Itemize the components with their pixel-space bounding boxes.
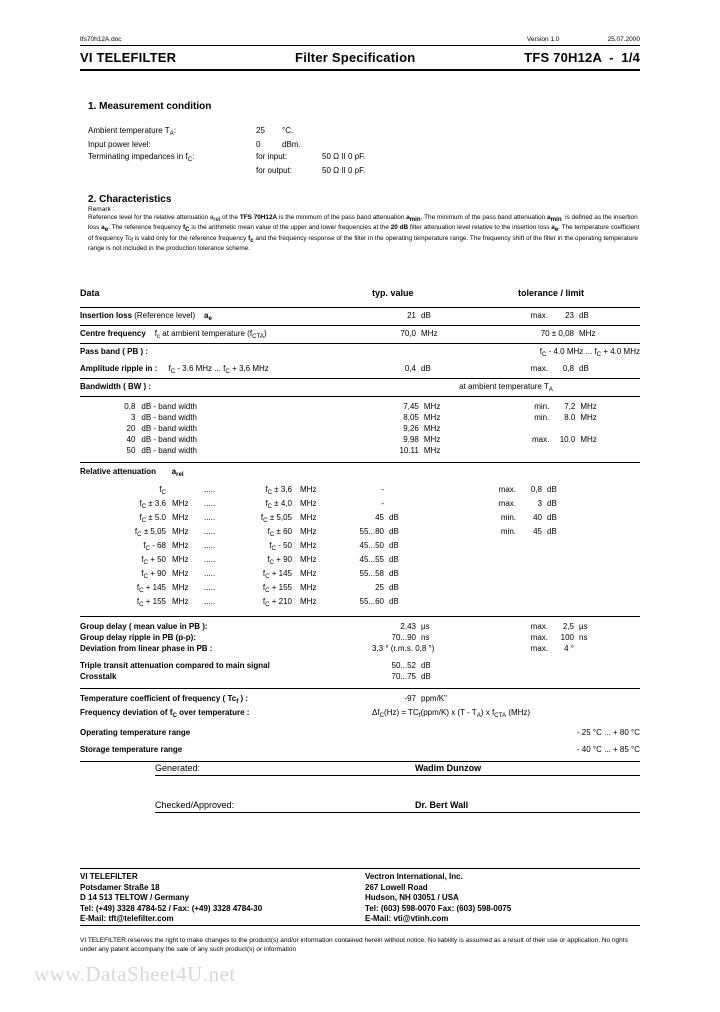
group-delay-tol-unit: µs: [579, 622, 588, 631]
impedance-output-value: 50 Ω II 0 pF.: [322, 166, 366, 176]
measurement-row: [88, 139, 648, 150]
att-typ: [340, 498, 486, 512]
table-row: [80, 727, 640, 738]
table-row: [80, 412, 640, 423]
table-row: [80, 554, 640, 568]
group-delay-typ: [372, 621, 518, 632]
att-tol-value: 0,8: [530, 485, 542, 494]
bandwidth-tol: [519, 401, 640, 412]
amplitude-ripple-typ: [372, 364, 518, 375]
page-title: Filter Specification: [295, 50, 416, 65]
col-data-header: Data: [80, 288, 100, 298]
amplitude-ripple-label: Amplitude ripple in : $f_C - 3.6$ MHz ... $f_C + 3,6$ MHz: [80, 364, 269, 375]
att-tol-value: 45: [533, 527, 542, 536]
bandwidth-typ-unit: MHz: [423, 424, 441, 433]
footer-right-street: 267 Lowell Road: [365, 882, 428, 892]
triple-transit-typ-unit: dB: [421, 661, 431, 670]
ambient-temperature-label: Ambient temperature $T_A$:: [88, 126, 177, 137]
table-row: [80, 660, 640, 671]
header-meta-row: [80, 36, 640, 46]
storage-temp-label: Storage temperature range: [80, 745, 183, 754]
signature-generated: [155, 763, 640, 776]
att-freq-to: $f_C + 155$: [262, 583, 292, 594]
centre-frequency-tol: [518, 329, 640, 340]
group-delay-ripple-typ-unit: ns: [421, 633, 430, 642]
att-unit-to: MHz: [300, 485, 317, 494]
bandwidth-label: Bandwidth ( BW ) :: [80, 382, 152, 391]
att-freq-to: $f_C \pm 60$: [267, 527, 292, 538]
att-typ: [340, 582, 486, 596]
linear-phase-tol-prefix: max.: [530, 644, 548, 653]
tcf-unit: ppm/K": [421, 694, 447, 703]
bandwidth-tol-prefix: min.: [534, 402, 550, 411]
signature-row: [155, 763, 640, 776]
insertion-loss-tol-value: 23: [565, 311, 574, 320]
measurement-condition-block: [88, 125, 648, 177]
att-tol: [486, 540, 608, 554]
tcf-label: Temperature coefficient of frequency ( $Tc_f$ ) :: [80, 694, 249, 705]
att-tol-prefix: max.: [498, 499, 516, 508]
linear-phase-tol-value: 4 °: [564, 644, 574, 653]
insertion-loss-tol-prefix: max.: [530, 311, 548, 320]
relative-attenuation-label: Relative attenuation $a_{rel}$: [80, 467, 184, 478]
att-tol-prefix: min.: [500, 513, 516, 522]
att-typ: [340, 540, 486, 554]
col-tol-header: tolerance / limit: [518, 288, 585, 298]
linear-phase-tol: [518, 643, 640, 654]
att-freq-from: $f_C \pm 5.0$: [139, 513, 166, 524]
centre-frequency-typ-unit: MHz: [421, 329, 438, 338]
att-freq-from: $f_C$: [159, 485, 166, 496]
table-row: [80, 621, 640, 632]
header-title-row: [80, 46, 640, 71]
group-delay-ripple-typ: [372, 632, 518, 643]
att-dots: .....: [204, 513, 216, 522]
pass-band-label: Pass band ( PB ) :: [80, 347, 149, 356]
triple-transit-typ: [372, 660, 518, 671]
bandwidth-row-label: dB - band width: [141, 402, 197, 411]
att-unit-to: MHz: [300, 541, 317, 550]
spacer-cell: [518, 693, 640, 707]
ambient-temperature-unit: °C.: [282, 126, 294, 135]
tcf-value: -97: [404, 694, 416, 703]
att-freq-from: $f_C + 50$: [141, 555, 166, 566]
table-row: [80, 526, 640, 540]
att-typ: [340, 596, 486, 610]
att-typ: [340, 554, 486, 568]
table-row: [80, 484, 640, 498]
att-tol-unit: dB: [547, 513, 557, 522]
crosstalk-typ-unit: dB: [421, 672, 431, 681]
bandwidth-db: 40: [126, 435, 136, 444]
section1-title: 1. Measurement condition: [88, 101, 212, 112]
group-delay-ripple-tol-prefix: max.: [530, 633, 548, 642]
triple-transit-label: Triple transit attenuation compared to main signal: [80, 661, 270, 670]
storage-temp-value: - 40 °C ... + 85 °C: [576, 745, 640, 754]
part-number: TFS 70H12A - 1/4: [524, 50, 640, 65]
att-freq-from: $f_C + 155$: [136, 597, 166, 608]
att-dots: .....: [204, 485, 216, 494]
group-delay-tol: [518, 621, 640, 632]
table-row: [80, 326, 640, 343]
insertion-loss-typ-unit: dB: [421, 311, 431, 320]
bandwidth-rows: [80, 401, 640, 456]
data-table: [80, 288, 640, 762]
group-delay-label: Group delay ( mean value in PB ):: [80, 622, 208, 631]
bandwidth-tol-unit: MHz: [580, 402, 597, 411]
approved-name: Dr. Bert Wall: [415, 800, 469, 810]
bandwidth-tol-unit: MHz: [580, 435, 597, 444]
footer-left-address: [80, 870, 355, 925]
att-dots: .....: [204, 541, 216, 550]
insertion-loss-typ-value: 21: [407, 311, 416, 320]
att-tol-value: 40: [533, 513, 542, 522]
freq-deviation-label: Frequency deviation of $f_C$ over temperature :: [80, 708, 250, 719]
bandwidth-db: 0,8: [124, 402, 136, 411]
att-typ-unit: dB: [389, 527, 399, 536]
att-typ-value: 45...50: [359, 541, 384, 550]
legal-disclaimer: VI TELEFILTER reserves the right to make changes to the product(s) and/or information contained herein without notice. No liability is assumed as a result of their use or application. No rights under any patent accompany the sale of any such product(s) or information: [80, 937, 628, 953]
att-freq-to: $f_C + 145$: [262, 569, 292, 580]
amplitude-ripple-tol-prefix: max.: [530, 364, 548, 373]
linear-phase-typ-value: 3,3 ° (r.m.s. 0,8 °): [372, 644, 435, 653]
footer-right-name: Vectron International, Inc.: [365, 872, 463, 881]
footer-left-city: D 14 513 TELTOW / Germany: [80, 893, 190, 903]
table-row: [80, 632, 640, 643]
att-typ: [340, 484, 486, 498]
amplitude-ripple-typ-unit: dB: [421, 364, 431, 373]
att-unit-from: MHz: [172, 569, 189, 578]
table-row: [80, 467, 640, 478]
insertion-loss-typ: [372, 311, 518, 322]
bandwidth-typ: [375, 423, 519, 434]
insertion-loss-tol: [518, 311, 640, 322]
att-dots: .....: [204, 527, 216, 536]
att-dots: .....: [204, 583, 216, 592]
att-unit-from: MHz: [172, 499, 189, 508]
table-row: [80, 379, 640, 396]
remark-label: Remark :: [88, 206, 115, 213]
centre-frequency-typ-value: 70,0: [400, 329, 416, 338]
att-freq-to: $f_C - 50$: [269, 541, 292, 552]
generated-label: Generated:: [155, 763, 201, 773]
pass-band-range: $f_C - 4.0$ MHz ... $f_C + 4.0$ MHz: [539, 347, 640, 358]
att-typ: [340, 568, 486, 582]
table-row: [80, 568, 640, 582]
footer-right-phone: Tel: (603) 598-0070 Fax: (603) 598-0075: [365, 903, 512, 913]
measurement-row: [88, 151, 648, 165]
bandwidth-typ-value: 9,26: [403, 424, 419, 433]
amplitude-ripple-typ-value: 0,4: [404, 364, 416, 373]
group-delay-ripple-typ-value: 70...90: [391, 633, 416, 642]
att-tol: [486, 554, 608, 568]
page-footer: [80, 868, 640, 926]
att-freq-from: $f_C - 68$: [143, 541, 166, 552]
section2-title: 2. Characteristics: [88, 194, 172, 205]
att-tol-unit: dB: [547, 485, 557, 494]
bandwidth-typ-unit: MHz: [423, 435, 441, 444]
table-row: [80, 401, 640, 412]
att-typ-value: 55...80: [359, 527, 384, 536]
table-row: [80, 344, 640, 361]
measurement-row: [88, 165, 648, 176]
bandwidth-tol: [519, 434, 640, 445]
table-row: [80, 693, 640, 707]
impedance-input-label: for input:: [256, 151, 288, 161]
att-dots: .....: [204, 597, 216, 606]
att-typ-unit: dB: [389, 555, 399, 564]
bandwidth-tol: [519, 412, 640, 423]
att-freq-to: $f_C + 210$: [262, 597, 292, 608]
group-delay-typ-unit: µs: [421, 622, 430, 631]
remark-text: Reference level for the relative attenuation arel of the TFS 70H12A is the minimum of the pass band attenuation amin. The minimum of the pass band attenuation amin is defined as the insertion loss ae. The reference frequency fC is the arithmetic mean value of the upper and lower frequencies at the 20 dB filter attenuation level relative to the insertion loss ae. The temperature coefficient of frequency Tcf is valid only for the reference frequency fc and the frequency response of the filter in the operating temperature range. The frequency shift of the filter in the operating temperature range is not included in the production tolerance scheme.: [88, 214, 640, 253]
insertion-loss-label: Insertion loss (Reference level) $a_e$: [80, 311, 212, 322]
att-typ-unit: dB: [389, 513, 399, 522]
group-delay-rows: [80, 621, 640, 654]
bandwidth-row-label: dB - band width: [141, 446, 197, 455]
centre-frequency-typ: [372, 329, 518, 340]
att-tol: [486, 596, 608, 610]
att-unit-to: MHz: [300, 555, 317, 564]
generated-name: Wadim Dunzow: [415, 763, 482, 773]
header-version: Version 1.0: [526, 36, 560, 43]
bandwidth-typ-unit: MHz: [423, 402, 441, 411]
table-row: [80, 361, 640, 378]
spacer-cell: [518, 671, 640, 682]
att-unit-from: MHz: [172, 555, 189, 564]
table-row: [80, 596, 640, 610]
att-dots: .....: [204, 555, 216, 564]
att-unit-from: MHz: [172, 513, 189, 522]
operating-temp-label: Operating temperature range: [80, 728, 191, 737]
spacer-cell: [88, 165, 256, 176]
att-unit-to: MHz: [300, 597, 317, 606]
operating-temp-value: - 25 °C ... + 80 °C: [576, 728, 640, 737]
att-dots: .....: [204, 569, 216, 578]
att-freq-to: $f_C \pm 4,0$: [265, 499, 292, 510]
triple-transit-typ-value: 50...52: [391, 661, 416, 670]
bandwidth-typ-value: 9,98: [403, 435, 419, 444]
att-typ: [340, 526, 486, 540]
ambient-temperature-value: 25: [256, 126, 265, 135]
bandwidth-typ-unit: MHz: [423, 446, 441, 455]
bandwidth-tol-value: 7,2: [564, 402, 576, 411]
att-typ-value: 55...58: [359, 569, 384, 578]
att-tol-prefix: max.: [498, 485, 516, 494]
impedance-input-value: 50 Ω II 0 pF.: [322, 151, 366, 161]
att-typ-unit: dB: [389, 541, 399, 550]
att-freq-from: $f_C + 90$: [141, 569, 166, 580]
tcf-value-cell: [372, 693, 518, 707]
bandwidth-typ-value: 7,45: [403, 402, 419, 411]
amplitude-ripple-tol-unit: dB: [579, 364, 589, 373]
group-delay-ripple-tol: [518, 632, 640, 643]
freq-deviation-formula: $\Delta f_C(Hz) = TC_f(ppm/K)$ x $(T - T_A)$ x $f_{CTA}$ (MHz): [372, 708, 531, 719]
footer-left-phone: Tel: (+49) 3328 4784-52 / Fax: (+49) 3328 4784-30: [80, 903, 263, 913]
footer-left-name: VI TELEFILTER: [80, 872, 138, 881]
att-unit-to: MHz: [300, 513, 317, 522]
footer-right-email[interactable]: E-Mail: vti@vtinh.com: [365, 914, 449, 924]
crosstalk-typ: [372, 671, 518, 682]
table-row: [80, 308, 640, 325]
amplitude-ripple-tol-value: 0,8: [562, 364, 574, 373]
impedance-output-label: for output:: [256, 166, 293, 176]
bandwidth-tol-unit: MHz: [580, 413, 597, 422]
crosstalk-typ-value: 70...75: [391, 672, 416, 681]
att-unit-from: MHz: [172, 527, 189, 536]
att-typ-value: 45: [375, 513, 384, 522]
att-dots: .....: [204, 499, 216, 508]
footer-right-address: [355, 870, 640, 925]
input-power-label: Input power level:: [88, 140, 151, 150]
signature-row: [155, 800, 640, 813]
header-filename: tfs70h12A.doc: [80, 36, 122, 43]
att-freq-from: $f_C \pm 5,05$: [134, 527, 166, 538]
relative-attenuation-rows: [80, 484, 640, 610]
bandwidth-typ: [375, 434, 519, 445]
att-tol: [486, 512, 608, 526]
att-tol-prefix: min.: [500, 527, 516, 536]
table-row: [80, 540, 640, 554]
header-date: 25.07.2000: [607, 36, 640, 43]
table-row: [80, 744, 640, 755]
att-unit-from: MHz: [172, 583, 189, 592]
att-typ-value: -: [381, 499, 384, 508]
centre-frequency-label: Centre frequency $f_c$ at ambient temperature $(f_{CTA})$: [80, 329, 267, 340]
att-tol-unit: dB: [547, 527, 557, 536]
table-row: [80, 671, 640, 682]
bandwidth-typ-unit: MHz: [423, 413, 441, 422]
bandwidth-typ-value: 8,05: [403, 413, 419, 422]
bandwidth-tol: [519, 445, 640, 456]
bandwidth-tol-value: 10.0: [559, 435, 576, 444]
footer-right-city: Hudson, NH 03051 / USA: [365, 893, 459, 903]
att-typ-unit: dB: [389, 597, 399, 606]
table-row: [80, 434, 640, 445]
rule: [80, 761, 640, 762]
table-row: [80, 445, 640, 456]
att-typ-value: 55...60: [359, 597, 384, 606]
att-unit-from: [166, 484, 204, 498]
footer-columns: [80, 870, 640, 925]
att-freq-to: $f_C + 90$: [267, 555, 292, 566]
att-freq-to: $f_C \pm 3,6$: [265, 485, 292, 496]
transit-rows: [80, 660, 640, 682]
att-tol-unit: dB: [547, 499, 557, 508]
approved-label: Checked/Approved:: [155, 800, 235, 810]
table-row: [80, 643, 640, 654]
group-delay-tol-prefix: max.: [530, 622, 548, 631]
att-unit-to: MHz: [300, 569, 317, 578]
att-typ-unit: dB: [389, 583, 399, 592]
bandwidth-tol: [519, 423, 640, 434]
table-row: [80, 498, 640, 512]
bandwidth-note: at ambient temperature $T_A$: [459, 382, 553, 393]
crosstalk-label: Crosstalk: [80, 672, 117, 681]
att-unit-to: MHz: [300, 499, 317, 508]
spacer-cell: [518, 660, 640, 671]
document-header: [80, 36, 640, 71]
col-typ-header: typ. value: [372, 288, 414, 298]
att-unit-from: MHz: [172, 597, 189, 606]
table-header-row: [80, 288, 640, 307]
att-typ: [340, 512, 486, 526]
att-tol-value: 3: [537, 499, 542, 508]
linear-phase-typ: [372, 643, 518, 654]
bandwidth-tol-value: 8.0: [564, 413, 576, 422]
bandwidth-typ: [375, 401, 519, 412]
att-freq-from: $f_C + 145$: [136, 583, 166, 594]
footer-left-street: Potsdamer Straße 18: [80, 882, 160, 892]
measurement-row: [88, 125, 648, 139]
att-tol: [486, 582, 608, 596]
att-freq-to: $f_C \pm 5,05$: [260, 513, 292, 524]
att-tol: [486, 484, 608, 498]
centre-frequency-tol-unit: MHz: [579, 329, 596, 338]
bandwidth-db: 50: [126, 446, 136, 455]
table-row: [80, 512, 640, 526]
input-power-unit: dBm.: [282, 140, 301, 150]
bandwidth-typ: [375, 412, 519, 423]
company-name: VI TELEFILTER: [80, 50, 177, 65]
att-typ-value: 25: [375, 583, 384, 592]
linear-phase-label: Deviation from linear phase in PB :: [80, 644, 213, 653]
att-typ-value: -: [381, 485, 384, 494]
bandwidth-tol-prefix: max.: [531, 435, 550, 444]
bandwidth-row-label: dB - band width: [141, 435, 197, 444]
bandwidth-db: 3: [130, 413, 136, 422]
footer-left-email[interactable]: E-Mail: tft@telefilter.com: [80, 914, 174, 924]
signature-approved: [155, 800, 640, 813]
att-unit-to: MHz: [300, 527, 317, 536]
centre-frequency-tol-value: 70 ± 0,08: [540, 329, 574, 338]
bandwidth-typ: [375, 445, 519, 456]
group-delay-ripple-tol-value: 100: [560, 633, 574, 642]
att-unit-from: MHz: [172, 541, 189, 550]
att-freq-from: $f_C \pm 3.6$: [139, 499, 166, 510]
group-delay-ripple-tol-unit: ns: [579, 633, 588, 642]
amplitude-ripple-tol: [518, 364, 640, 375]
table-row: [80, 707, 640, 721]
input-power-value: 0: [256, 140, 261, 150]
bandwidth-row-label: dB - band width: [141, 424, 197, 433]
att-tol: [486, 568, 608, 582]
att-tol: [486, 498, 608, 512]
att-tol: [486, 526, 608, 540]
group-delay-typ-value: 2,43: [400, 622, 416, 631]
bandwidth-tol-prefix: min.: [534, 413, 550, 422]
att-typ-value: 45...55: [359, 555, 384, 564]
bandwidth-typ-value: 10.11: [399, 446, 419, 455]
att-unit-to: MHz: [300, 583, 317, 592]
table-row: [80, 582, 640, 596]
watermark: www.DataSheet4U.net: [34, 962, 236, 986]
insertion-loss-tol-unit: dB: [579, 311, 589, 320]
group-delay-tol-value: 2,5: [562, 622, 574, 631]
group-delay-ripple-label: Group delay ripple in PB (p-p):: [80, 633, 196, 642]
bandwidth-row-label: dB - band width: [141, 413, 197, 422]
att-typ-unit: dB: [389, 569, 399, 578]
bandwidth-db: 20: [126, 424, 136, 433]
terminating-impedance-label: Terminating impedances in $f_C$:: [88, 151, 195, 163]
table-row: [80, 423, 640, 434]
